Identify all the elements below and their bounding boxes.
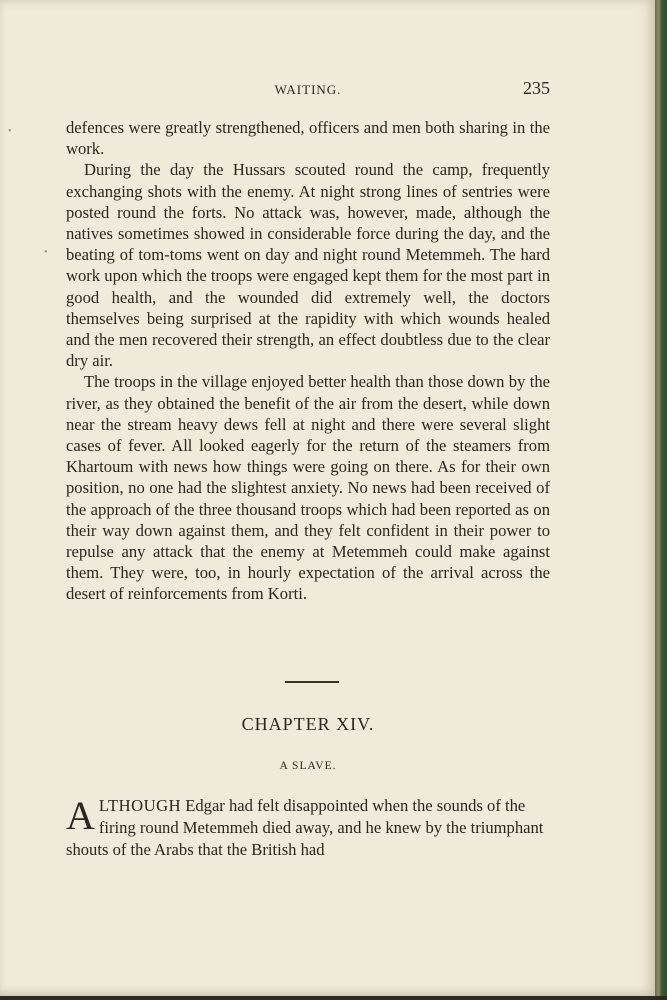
running-head <box>66 78 550 102</box>
drop-cap: A <box>66 793 95 838</box>
paragraph: defences were greatly strengthened, officers and men both sharing in the work. <box>66 118 550 159</box>
running-title: WAITING. <box>274 82 342 97</box>
chapter-text: Edgar had felt disappointed when the sounds of the firing round Metemmeh died away, and he knew by the triumphant shouts of the Arabs that the British had <box>66 796 544 859</box>
chapter-heading: CHAPTER XIV. <box>241 714 375 734</box>
paragraph: The troops in the village enjoyed better health than those down by the river, as they obtained the benefit of the air from the desert, while down near the stream heavy dews fell at night and there were several slight cases of fever. All looked eagerly for the return of the steamers from Khartoum with news how things were going on there. As for their own position, no one had the slightest anxiety. No news had been received of the approach of the three thousand troops which had been reported as on their way down against them, and they felt confident in their power to repulse any attack that the enemy at Metemmeh could make against them. They were, too, in hourly expectation of the arrival across the desert of reinforcements from Korti. <box>66 372 550 604</box>
page-speck: • <box>8 126 12 137</box>
chapter-opening <box>66 795 550 860</box>
book-edge <box>655 0 667 1000</box>
page-speck: • <box>44 247 48 258</box>
page-number: 235 <box>523 78 550 98</box>
chapter-subtitle: A SLAVE. <box>279 760 337 772</box>
paragraph: During the day the Hussars scouted round the camp, frequently exchanging shots with the enemy. At night strong lines of sentries were posted round the forts. No attack was, however, made, although the natives sometimes showed in considerable force during the day, and the beating of tom-toms went on day and night round Metemmeh. The hard work upon which the troops were engaged kept them for the most part in good health, and the wounded did extremely well, the doctors themselves being surprised at the rapidity with which wounds healed and the men recovered their strength, an effect doubtless due to the clear dry air. <box>66 160 550 371</box>
body-text <box>66 117 550 605</box>
book-bottom-edge <box>0 996 667 1000</box>
section-divider <box>285 681 339 683</box>
lead-word: LTHOUGH <box>98 796 182 815</box>
